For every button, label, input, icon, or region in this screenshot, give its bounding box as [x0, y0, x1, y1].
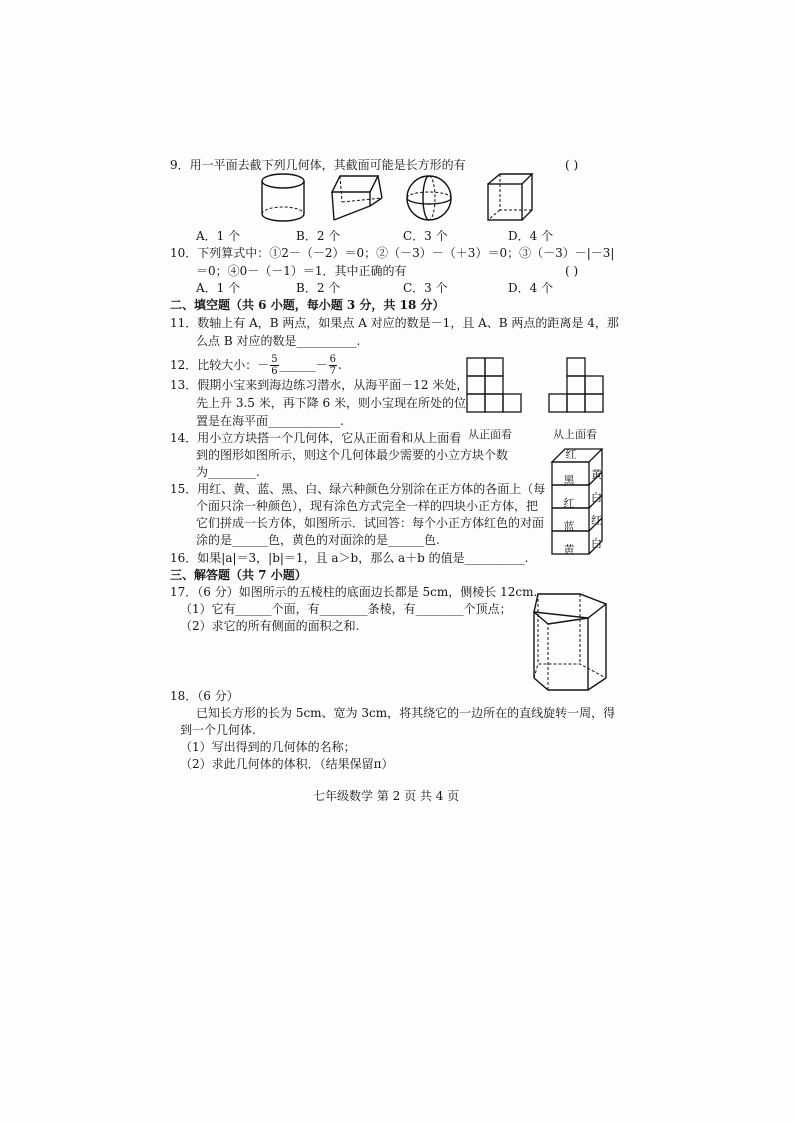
section-fill-in-heading: 二、填空题（共 6 小题，每小题 3 分，共 18 分）: [170, 298, 445, 312]
q12-blank: ______－: [279, 358, 328, 372]
cube-front-4: 黄: [563, 543, 575, 556]
cube-side-1: 黄: [591, 468, 602, 481]
q12-fraction-2: [329, 354, 337, 377]
q16-line: 16．如果|a|＝3，|b|＝1，且 a＞b，那么 a＋b 的值是__________.: [170, 551, 529, 565]
q15-line3: 它们拼成一长方体，如图所示．试回答：每个小正方体红色的对面: [196, 516, 545, 530]
cube-side-3: 红: [591, 514, 602, 527]
q9-stem: 9．用一平面去截下列几何体，其截面可能是长方形的有: [170, 158, 466, 172]
q9-option-b: B．2 个: [296, 229, 341, 243]
q10-line2: ＝0；④0－（－1）＝1．其中正确的有: [196, 264, 407, 278]
q9-option-c: C．3 个: [403, 229, 448, 243]
q10-option-a: A．1 个: [196, 281, 241, 295]
q12-frac2-denominator: 7: [329, 366, 337, 377]
q9-option-a: A．1 个: [196, 229, 241, 243]
pentagonal-prism-figure: [530, 590, 610, 702]
q12-frac1-denominator: 6: [271, 366, 278, 377]
q18-part1: （1）写出得到的几何体的名称；: [180, 740, 356, 754]
q18-line1: 已知长方形的长为 5cm、宽为 3cm，将其绕它的一边所在的直线旋转一周，得: [196, 706, 616, 720]
cube-side-4: 白: [591, 537, 602, 550]
q13-line3: 置是在海平面____________.: [196, 414, 344, 428]
q17-part1: （1）它有______个面，有________条棱，有________个顶点；: [180, 602, 512, 616]
q12-prefix: 12．比较大小：－: [170, 358, 270, 372]
q10-option-d: D．4 个: [508, 281, 554, 295]
q11-line1: 11．数轴上有 A，B 两点，如果点 A 对应的数是－1，且 A、B 两点的距离是 4，那: [170, 316, 619, 330]
q12-fraction-1: [270, 354, 278, 377]
q11-line2: 么点 B 对应的数是__________.: [196, 334, 361, 348]
q10-line1: 10．下列算式中：①2－（－2）＝0；②（－3）－（＋3）＝0；③（－3）－|－3|: [170, 246, 615, 260]
top-view-label: 从上面看: [553, 428, 597, 441]
cube-front-2: 红: [563, 497, 575, 510]
section-answer-heading: 三、解答题（共 7 小题）: [170, 568, 307, 582]
q18-line2: 到一个几何体.: [180, 723, 256, 737]
q17-stem: 17．（6 分）如图所示的五棱柱的底面边长都是 5cm，侧棱长 12cm.: [170, 585, 538, 599]
q9-option-d: D．4 个: [508, 229, 554, 243]
cube-figure: [486, 172, 536, 224]
q15-line2: 个面只涂一种颜色），现有涂色方式完全一样的四块小正方体，把: [196, 499, 539, 513]
q13-line2: 先上升 3.5 米，再下降 6 米，则小宝现在所处的位: [196, 396, 466, 410]
q15-line1: 15．用红、黄、蓝、黑、白、绿六种颜色分别涂在正方体的各面上（每: [170, 482, 546, 496]
q14-line1: 14．用小立方块搭一个几何体，它从正面看和从上面看: [170, 431, 462, 445]
q10-answer-bracket: ( ): [565, 264, 579, 278]
q18-head: 18．（6 分）: [170, 689, 239, 703]
q12-frac1-numerator: 5: [271, 354, 278, 365]
cube-top-face: 红: [565, 448, 577, 461]
cube-front-3: 蓝: [563, 520, 575, 533]
prism-figure: [330, 172, 386, 224]
q18-part2: （2）求此几何体的体积．（结果保留π）: [180, 757, 394, 771]
q14-line3: 为________.: [196, 465, 260, 479]
sphere-figure: [405, 174, 455, 224]
q9-answer-bracket: ( ): [565, 158, 579, 172]
q12-frac2-numerator: 6: [329, 354, 337, 365]
page-footer: 七年级数学 第 2 页 共 4 页: [313, 789, 460, 803]
q10-option-c: C．3 个: [403, 281, 448, 295]
q14-line2: 到的图形如图所示，则这个几何体最少需要的小立方块个数: [196, 448, 509, 462]
front-view-label: 从正面看: [468, 428, 512, 441]
q15-line4: 涂的是______色，黄色的对面涂的是______色.: [196, 533, 440, 547]
top-view-grid: [548, 357, 606, 415]
q13-line1: 13．假期小宝来到海边练习潜水，从海平面－12 米处，: [170, 378, 469, 392]
cube-front-1: 黑: [563, 474, 575, 487]
cylinder-figure: [259, 172, 309, 224]
cube-side-2: 白: [591, 491, 602, 504]
q12-suffix: .: [338, 358, 342, 372]
q12-comparison: [170, 352, 342, 378]
q17-part2: （2）求它的所有侧面的面积之和.: [180, 619, 360, 633]
front-view-grid: [466, 357, 524, 415]
q10-option-b: B．2 个: [296, 281, 341, 295]
